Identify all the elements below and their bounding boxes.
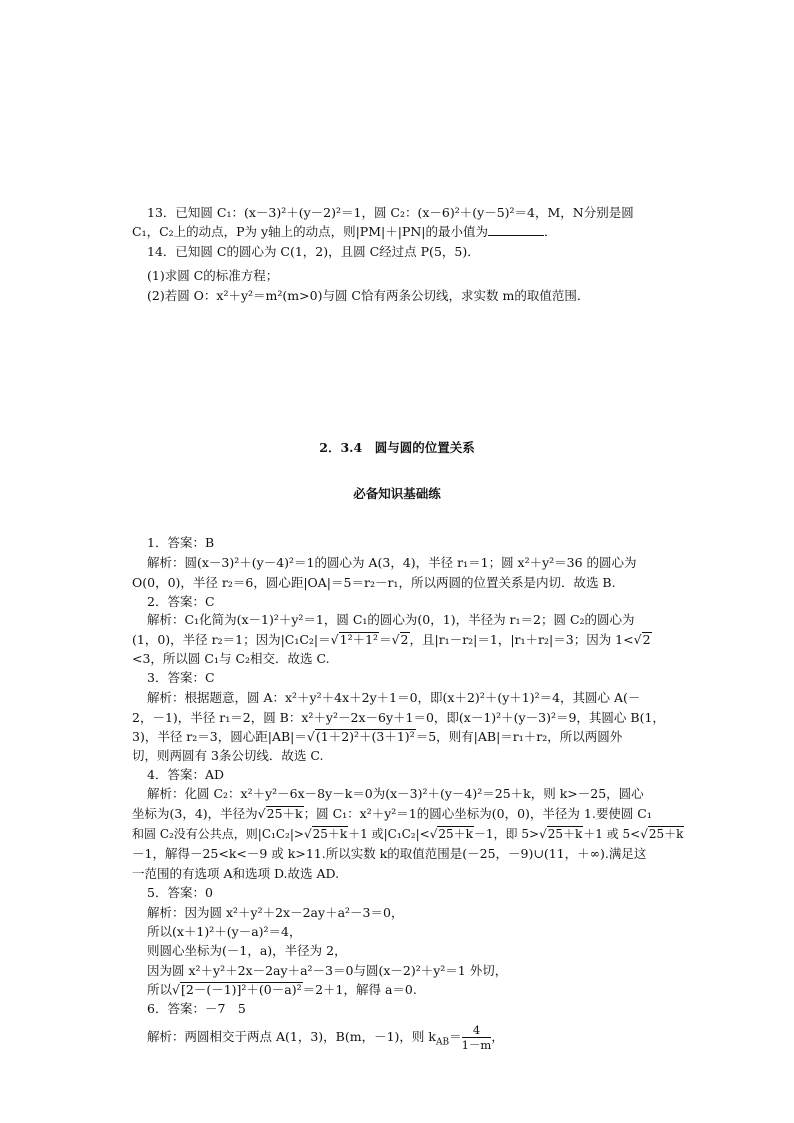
sqrt-expression: 2: [642, 632, 651, 647]
text: ＝: [449, 1029, 462, 1044]
sqrt-expression: [2－(－1)]²＋(0－a)²: [180, 982, 302, 997]
answer-1-label: 1．答案：B: [147, 535, 215, 550]
answer-2-line-3: <3，所以圆 C₁与 C₂相交．故选 C.: [132, 651, 330, 666]
sqrt-expression: 25＋k: [312, 827, 348, 841]
problem-13-line-2: [132, 224, 557, 240]
answer-4-line-3: 和圆 C₂没有公共点，则|C₁C₂|>√25＋k＋1 或|C₁C₂|<√25＋k－1，即 5>√25＋k＋1 或 5<√25＋k: [132, 827, 684, 841]
text: ；圆 C₁：x²＋y²＝1的圆心坐标为(0，0)，半径为 1.要使圆 C₁: [303, 806, 652, 821]
answer-2-line-1: 解析：C₁化简为(x－1)²＋y²＝1，圆 C₁的圆心为(0，1)，半径为 r₁＝2；圆 C₂的圆心为: [147, 612, 635, 627]
answer-1-line-1: 解析：圆(x－3)²＋(y－4)²＝1的圆心为 A(3，4)，半径 r₁＝1；圆 x²＋y²＝36 的圆心为: [147, 555, 637, 570]
answer-5-line-3: 则圆心坐标为(－1，a)，半径为 2，: [147, 943, 347, 958]
text: ，: [491, 1029, 504, 1044]
problem-13-line-1: 13．已知圆 C₁：(x－3)²＋(y－2)²＝1，圆 C₂：(x－6)²＋(y－5)²＝4，M，N分别是圆: [147, 205, 634, 220]
sqrt-expression: 1²＋1²: [339, 632, 379, 647]
problem-14-part-1: (1)求圆 C的标准方程；: [147, 268, 279, 283]
problem-14-part-2: (2)若圆 O：x²＋y²＝m²(m>0)与圆 C恰有两条公切线，求实数 m的取值范围．: [147, 288, 590, 303]
problem-13-text: C₁，C₂上的动点，P为 y轴上的动点，则|PM|＋|PN|的最小值为: [132, 224, 489, 239]
answer-4-line-1: 解析：化圆 C₂：x²＋y²－6x－8y－k＝0为(x－3)²＋(y－4)²＝25＋k，则 k>－25，圆心: [147, 786, 644, 801]
answer-3-line-3: 3)，半径 r₂＝3，圆心距|AB|＝√(1＋2)²＋(3＋1)²＝5，则有|AB|＝r₁＋r₂，所以两圆外: [132, 729, 623, 744]
sqrt-expression: 25＋k: [266, 806, 303, 821]
answer-blank: [488, 224, 544, 236]
answer-6-line-1: [147, 1022, 504, 1058]
problem-14-line-1: 14．已知圆 C的圆心为 C(1，2)，且圆 C经过点 P(5，5)．: [147, 244, 480, 259]
text: 所以: [147, 982, 173, 997]
fraction-denominator: 1－m: [461, 1038, 492, 1052]
answer-5-line-1: 解析：因为圆 x²＋y²＋2x－2ay＋a²－3＝0，: [147, 905, 404, 920]
fraction-numerator: 4: [462, 1023, 492, 1038]
sqrt-expression: (1＋2)²＋(3＋1)²: [315, 729, 415, 744]
answer-3-line-4: 切，则两圆有 3条公切线．故选 C.: [132, 748, 324, 763]
answer-6-label: 6．答案：－7 5: [147, 1001, 246, 1016]
text: (1，0)，半径 r₂＝1；因为|C₁C₂|＝: [132, 632, 331, 647]
answer-4-label: 4．答案：AD: [147, 767, 225, 782]
text: ，且|r₁－r₂|＝1，|r₁＋r₂|＝3；因为 1<: [409, 632, 634, 647]
answer-3-line-1: 解析：根据题意，圆 A：x²＋y²＋4x＋2y＋1＝0，即(x＋2)²＋(y＋1)²＝4，其圆心 A(－: [147, 690, 641, 705]
sqrt-expression: 25＋k: [547, 827, 583, 841]
answer-2-line-2: (1，0)，半径 r₂＝1；因为|C₁C₂|＝√1²＋1²＝√2，且|r₁－r₂|＝1，|r₁＋r₂|＝3；因为 1<√2: [132, 632, 651, 647]
answer-5-line-4: 因为圆 x²＋y²＋2x－2ay＋a²－3＝0与圆(x－2)²＋y²＝1 外切，: [147, 963, 508, 978]
text: ＋1 或|C₁C₂|<: [348, 827, 430, 841]
text: 解析：两圆相交于两点 A(1，3)，B(m，－1)，则 k: [147, 1029, 436, 1044]
fraction: [462, 1023, 492, 1052]
section-subtitle: 必备知识基础练: [353, 486, 441, 501]
answer-1-line-2: O(0，0)，半径 r₂＝6，圆心距|OA|＝5＝r₂－r₁，所以两圆的位置关系是内切．故选 B.: [132, 575, 616, 590]
text: ＝2＋1，解得 a＝0.: [302, 982, 417, 997]
answer-4-line-4: －1，解得－25<k<－9 或 k>11.所以实数 k的取值范围是(－25，－9)∪(11，＋∞).满足这: [132, 846, 647, 861]
answer-4-line-2: 坐标为(3，4)，半径为√25＋k；圆 C₁：x²＋y²＝1的圆心坐标为(0，0)，半径为 1.要使圆 C₁: [132, 806, 652, 821]
sqrt-expression: 25＋k: [438, 827, 473, 841]
text: 3)，半径 r₂＝3，圆心距|AB|＝: [132, 729, 307, 744]
text: －1，即 5>: [473, 827, 540, 841]
answer-3-line-2: 2，－1)，半径 r₁＝2，圆 B：x²＋y²－2x－6y＋1＝0，即(x－1)²＋(y－3)²＝9，其圆心 B(1，: [132, 710, 665, 725]
answer-5-line-2: 所以(x＋1)²＋(y－a)²＝4，: [147, 924, 302, 939]
sqrt-expression: 25＋k: [648, 827, 684, 841]
answer-2-label: 2．答案：C: [147, 594, 215, 609]
text: ＝: [379, 632, 392, 647]
text: ＋1 或 5<: [583, 827, 641, 841]
section-title: 2．3.4 圆与圆的位置关系: [319, 440, 475, 455]
sqrt-expression: 2: [400, 632, 409, 647]
text: 和圆 C₂没有公共点，则|C₁C₂|>: [132, 827, 304, 841]
answer-4-line-5: 一范围的有选项 A和选项 D.故选 AD.: [132, 866, 340, 881]
text: 坐标为(3，4)，半径为: [132, 806, 258, 821]
problem-13-end: ．: [544, 224, 557, 239]
answer-5-label: 5．答案：0: [147, 885, 213, 900]
text: ＝5，则有|AB|＝r₁＋r₂，所以两圆外: [415, 729, 623, 744]
answer-3-label: 3．答案：C: [147, 670, 215, 685]
subscript: AB: [435, 1037, 450, 1048]
answer-5-line-5: 所以√[2－(－1)]²＋(0－a)²＝2＋1，解得 a＝0.: [147, 982, 417, 997]
